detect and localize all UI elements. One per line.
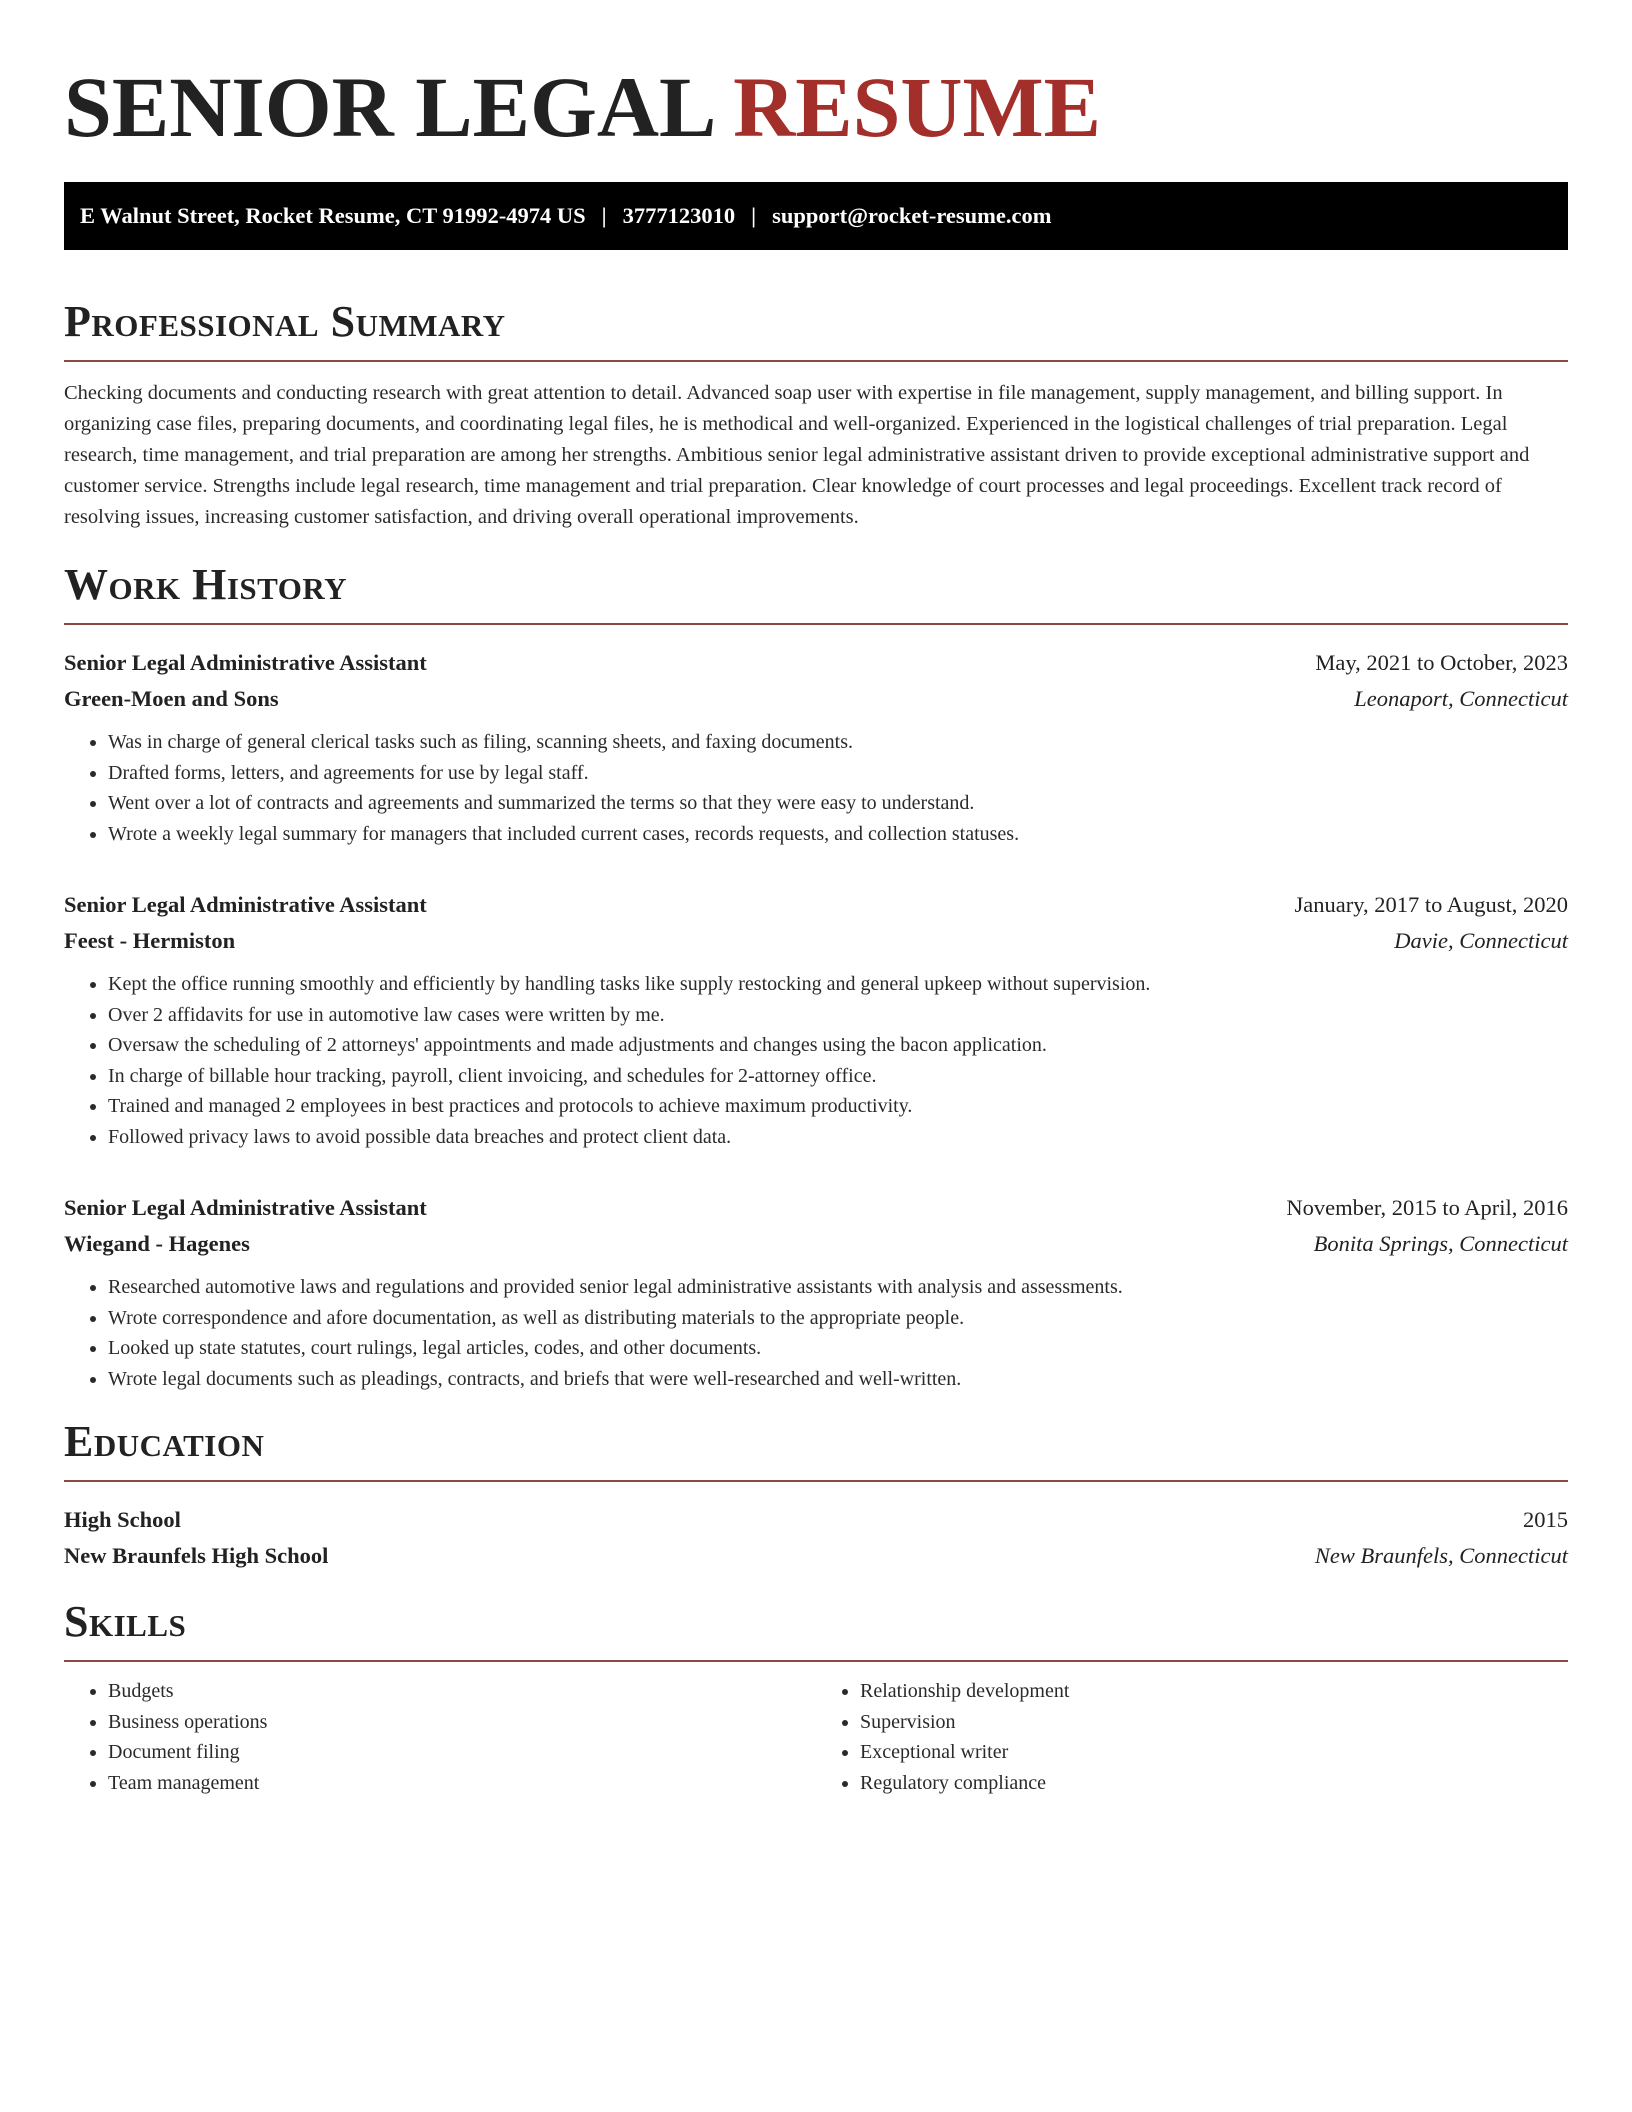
education-degree: High School xyxy=(64,1507,181,1532)
job-bullet: • Went over a lot of contracts and agreements and summarized the terms so that they were easy to understand. xyxy=(108,788,1568,819)
education-location: New Braunfels, Connecticut xyxy=(1314,1543,1568,1568)
skill-item: • Supervision xyxy=(860,1707,1568,1738)
job-bullet: • Was in charge of general clerical tasks such as filing, scanning sheets, and faxing documents. xyxy=(108,727,1568,758)
skill-item: • Exceptional writer xyxy=(860,1737,1568,1768)
education-entry xyxy=(64,1502,1568,1574)
summary-text: Checking documents and conducting research with great attention to detail. Advanced soap user with expertise in file management, supply management, and billing support. In organizing case files, preparing documents, and coordinating legal files, he is methodical and well-organized. Experienced in the logistical challenges of trial preparation. Legal research, time management, and trial preparation are among her strengths. Ambitious senior legal administrative assistant driven to provide exceptional administrative support and customer service. Strengths include legal research, time management and trial preparation. Clear knowledge of court processes and legal proceedings. Excellent track record of resolving issues, increasing customer satisfaction, and driving overall operational improvements. xyxy=(64,382,1530,528)
education-section xyxy=(64,1417,1568,1574)
job-company: Feest - Hermiston xyxy=(64,928,236,953)
contact-address: E Walnut Street, Rocket Resume, CT 91992-4974 US xyxy=(80,203,586,228)
education-heading: Education xyxy=(64,1420,1568,1482)
job-location: Leonaport, Connecticut xyxy=(1354,686,1568,711)
job-title: Senior Legal Administrative Assistant xyxy=(64,650,427,675)
job-location: Davie, Connecticut xyxy=(1394,928,1568,953)
job-bullet: • Looked up state statutes, court rulings, legal articles, codes, and other documents. xyxy=(108,1333,1568,1364)
job-dates: January, 2017 to August, 2020 xyxy=(1294,892,1568,917)
skills-grid xyxy=(64,1676,1568,1798)
job-entry xyxy=(64,1190,1568,1394)
summary-heading: Professional Summary xyxy=(64,300,1568,362)
job-bullet: • Oversaw the scheduling of 2 attorneys' appointments and made adjustments and changes using the bacon application. xyxy=(108,1030,1568,1061)
skill-item: • Team management xyxy=(108,1768,816,1799)
resume-title xyxy=(64,59,1568,155)
job-company: Wiegand - Hagenes xyxy=(64,1231,250,1256)
skills-heading: Skills xyxy=(64,1600,1568,1662)
skills-list-right xyxy=(816,1676,1568,1798)
job-dates: November, 2015 to April, 2016 xyxy=(1286,1195,1568,1220)
work-history-section xyxy=(64,560,1568,1394)
education-school: New Braunfels High School xyxy=(64,1543,329,1568)
title-main: SENIOR LEGAL xyxy=(64,59,712,155)
contact-phone: 3777123010 xyxy=(622,203,736,228)
job-title: Senior Legal Administrative Assistant xyxy=(64,892,427,917)
skill-item: • Business operations xyxy=(108,1707,816,1738)
work-history-heading: Work History xyxy=(64,563,1568,625)
contact-email: support@rocket-resume.com xyxy=(772,203,1052,228)
job-bullet: • Researched automotive laws and regulations and provided senior legal administrative assistants with analysis and assessments. xyxy=(108,1272,1568,1303)
skill-item: • Regulatory compliance xyxy=(860,1768,1568,1799)
job-bullets xyxy=(64,969,1568,1152)
contact-separator: | xyxy=(751,203,757,228)
summary-section xyxy=(64,297,1568,533)
job-bullet: • Trained and managed 2 employees in best practices and protocols to achieve maximum productivity. xyxy=(108,1091,1568,1122)
skills-list-left xyxy=(64,1676,816,1798)
job-title: Senior Legal Administrative Assistant xyxy=(64,1195,427,1220)
job-bullet: • Followed privacy laws to avoid possible data breaches and protect client data. xyxy=(108,1122,1568,1153)
job-bullets xyxy=(64,1272,1568,1394)
job-entry xyxy=(64,645,1568,849)
job-entry xyxy=(64,887,1568,1152)
job-location: Bonita Springs, Connecticut xyxy=(1313,1231,1568,1256)
skill-item: • Budgets xyxy=(108,1676,816,1707)
contact-bar xyxy=(64,182,1568,250)
skill-item: • Relationship development xyxy=(860,1676,1568,1707)
job-dates: May, 2021 to October, 2023 xyxy=(1315,650,1568,675)
job-bullet: • Wrote correspondence and afore documentation, as well as distributing materials to the appropriate people. xyxy=(108,1303,1568,1334)
job-bullet: • In charge of billable hour tracking, payroll, client invoicing, and schedules for 2-attorney office. xyxy=(108,1061,1568,1092)
job-bullet: • Kept the office running smoothly and efficiently by handling tasks like supply restocking and general upkeep without supervision. xyxy=(108,969,1568,1000)
job-bullets xyxy=(64,727,1568,849)
education-year: 2015 xyxy=(1523,1507,1568,1532)
job-bullet: • Wrote legal documents such as pleadings, contracts, and briefs that were well-researched and well-written. xyxy=(108,1364,1568,1395)
title-accent: RESUME xyxy=(733,59,1102,155)
job-bullet: • Drafted forms, letters, and agreements for use by legal staff. xyxy=(108,758,1568,789)
skills-section xyxy=(64,1597,1568,1798)
contact-separator: | xyxy=(601,203,607,228)
skill-item: • Document filing xyxy=(108,1737,816,1768)
job-bullet: • Over 2 affidavits for use in automotive law cases were written by me. xyxy=(108,1000,1568,1031)
job-company: Green-Moen and Sons xyxy=(64,686,279,711)
job-bullet: • Wrote a weekly legal summary for managers that included current cases, records requests, and collection statuses. xyxy=(108,819,1568,850)
